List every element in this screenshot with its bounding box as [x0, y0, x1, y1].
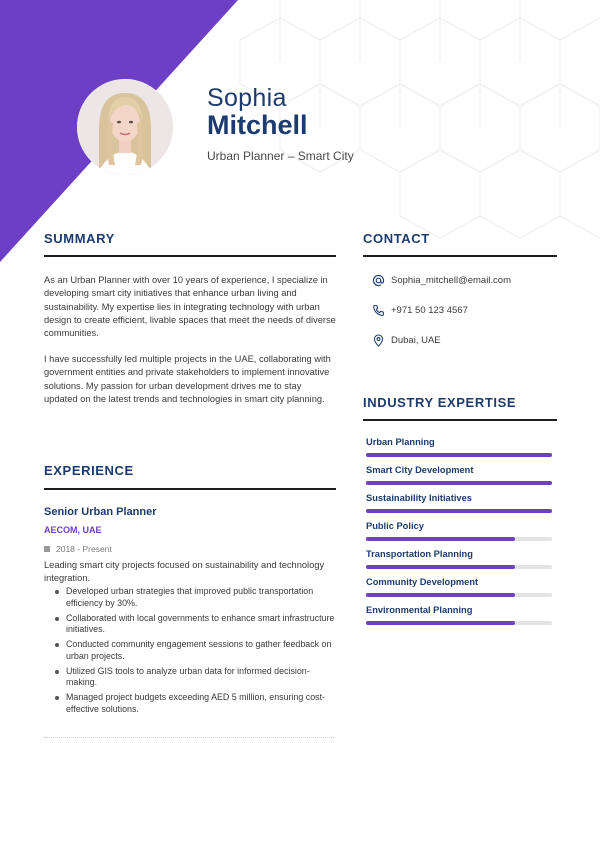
summary-paragraph-1: As an Urban Planner with over 10 years of experience, I specialize in developing smart city initiatives that enhance urban living and sustainability. My expertise lies in integrating technology with urban design to create efficient, livable spaces that meet the needs of diverse communities. — [44, 275, 336, 339]
contact-location: Dubai, UAE — [391, 334, 441, 346]
summary-heading: SUMMARY — [44, 231, 115, 246]
expertise-item — [366, 604, 552, 625]
expertise-level-track — [366, 509, 552, 513]
expertise-item — [366, 520, 552, 541]
expertise-level-fill — [366, 481, 552, 485]
expertise-item — [366, 548, 552, 569]
location-pin-icon — [371, 333, 385, 347]
last-name: Mitchell — [207, 110, 308, 140]
expertise-label: Transportation Planning — [366, 549, 473, 559]
job-dates-row — [44, 544, 112, 554]
contact-heading: CONTACT — [363, 231, 430, 246]
contact-email[interactable]: Sophia_mitchell@email.com — [391, 274, 511, 286]
expertise-label: Sustainability Initiatives — [366, 493, 472, 503]
expertise-label: Environmental Planning — [366, 605, 473, 615]
summary-paragraph-2: I have successfully led multiple projects in the UAE, collaborating with government entities and private stakeholders to implement innovative solutions. My passion for urban development drives me to stay updated on the latest trends and technologies in smart city planning. — [44, 354, 331, 404]
expertise-label: Community Development — [366, 577, 479, 587]
expertise-level-fill — [366, 593, 515, 597]
section-divider — [44, 737, 334, 738]
job-bullet: Managed project budgets exceeding AED 5 million, ensuring cost-effective solutions. — [66, 692, 338, 715]
job-title: Urban Planner – Smart City — [207, 149, 354, 163]
expertise-level-fill — [366, 621, 515, 625]
expertise-heading: INDUSTRY EXPERTISE — [363, 395, 517, 410]
summary-rule — [44, 255, 336, 257]
job-summary: Leading smart city projects focused on sustainability and technology integration. — [44, 560, 325, 584]
job-bullet: Developed urban strategies that improved public transportation efficiency by 30%. — [66, 586, 338, 609]
job-bullet: Utilized GIS tools to analyze urban data for informed decision-making. — [66, 666, 338, 689]
expertise-level-fill — [366, 537, 515, 541]
contact-location-row — [371, 332, 441, 348]
expertise-level-fill — [366, 509, 552, 513]
expertise-label: Public Policy — [366, 521, 424, 531]
expertise-level-track — [366, 593, 552, 597]
expertise-item — [366, 464, 552, 485]
expertise-level-track — [366, 621, 552, 625]
expertise-label: Urban Planning — [366, 437, 435, 447]
expertise-rule — [363, 419, 557, 421]
job-bullet: Conducted community engagement sessions to gather feedback on urban projects. — [66, 639, 338, 662]
contact-phone-row[interactable] — [371, 302, 468, 318]
job-company: AECOM, UAE — [44, 525, 102, 535]
expertise-item — [366, 492, 552, 513]
expertise-level-fill — [366, 565, 515, 569]
expertise-level-track — [366, 565, 552, 569]
expertise-level-track — [366, 537, 552, 541]
contact-rule — [363, 255, 557, 257]
profile-photo — [77, 79, 173, 175]
job-role: Senior Urban Planner — [44, 506, 157, 518]
job-bullet: Collaborated with local governments to enhance smart infrastructure initiatives. — [66, 613, 338, 636]
expertise-item — [366, 436, 552, 457]
expertise-level-track — [366, 481, 552, 485]
calendar-icon — [44, 546, 50, 552]
phone-icon — [371, 303, 385, 317]
contact-email-row[interactable] — [371, 272, 511, 288]
job-dates: 2018 - Present — [56, 544, 112, 554]
job-bullet-list — [66, 586, 338, 719]
experience-rule — [44, 488, 336, 490]
contact-phone[interactable]: +971 50 123 4567 — [391, 304, 468, 316]
at-sign-icon — [371, 273, 385, 287]
expertise-level-fill — [366, 453, 552, 457]
first-name: Sophia — [207, 84, 287, 112]
expertise-item — [366, 576, 552, 597]
expertise-level-track — [366, 453, 552, 457]
experience-heading: EXPERIENCE — [44, 463, 134, 478]
expertise-label: Smart City Development — [366, 465, 474, 475]
